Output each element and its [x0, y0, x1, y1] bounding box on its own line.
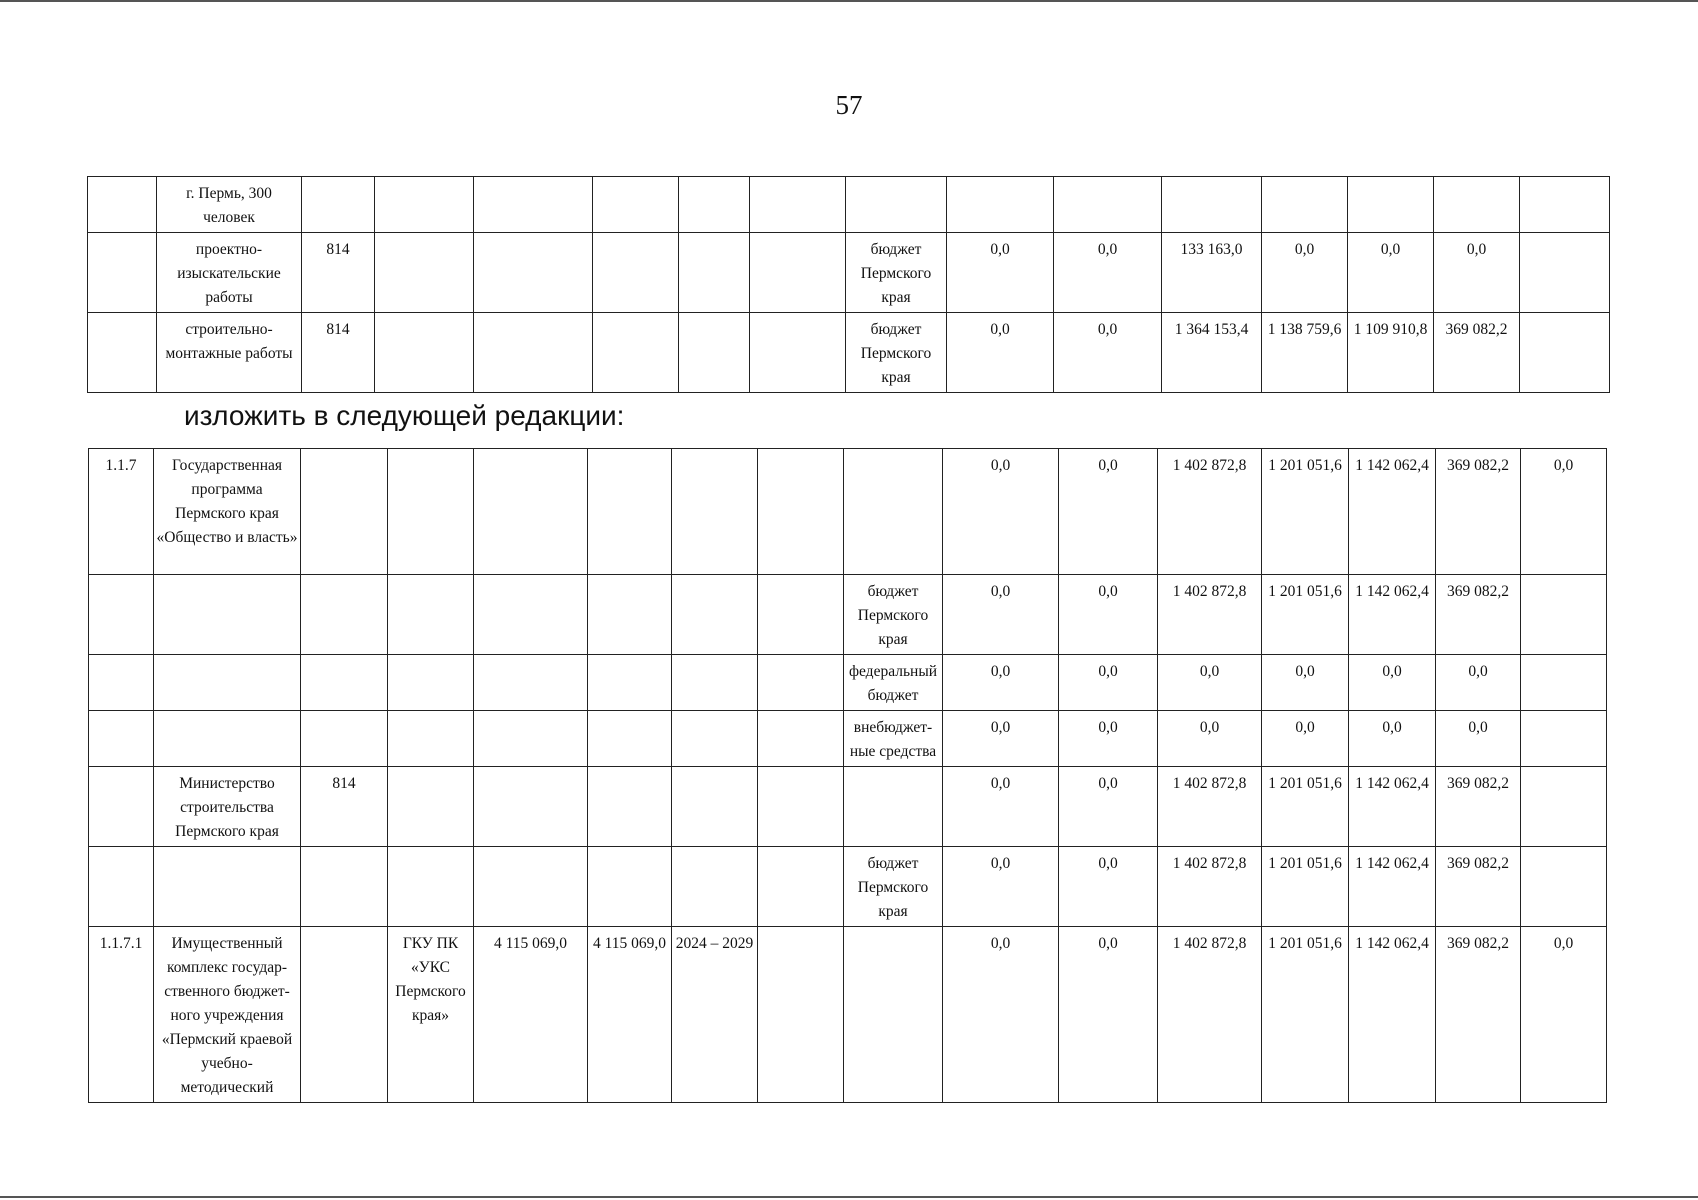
top-table-cell	[679, 177, 750, 233]
top-table-cell: строительно-монтажные работы	[157, 313, 302, 393]
bottom-table-row	[89, 449, 1607, 575]
bottom-table-row	[89, 927, 1607, 1103]
bottom-table-row	[89, 847, 1607, 927]
bottom-table-cell	[1521, 847, 1607, 927]
top-table-row	[88, 233, 1610, 313]
top-table-cell: бюджет Пермского края	[846, 233, 947, 313]
bottom-table-cell	[388, 655, 474, 711]
bottom-table-cell	[588, 449, 672, 575]
bottom-table-cell: 1.1.7	[89, 449, 154, 575]
bottom-table-cell	[588, 711, 672, 767]
bottom-table-cell	[388, 575, 474, 655]
bottom-table-cell	[154, 575, 301, 655]
bottom-table-cell: 1 402 872,8	[1158, 449, 1262, 575]
bottom-table-cell: 0,0	[943, 927, 1059, 1103]
bottom-table-row	[89, 655, 1607, 711]
bottom-table-cell: 1 142 062,4	[1349, 449, 1436, 575]
top-table-cell: 0,0	[1262, 233, 1348, 313]
top-table-cell: 0,0	[1054, 313, 1162, 393]
bottom-table-cell: 4 115 069,0	[588, 927, 672, 1103]
bottom-table-cell: 1 201 051,6	[1262, 847, 1349, 927]
page-number: 57	[835, 90, 863, 120]
bottom-table-cell: 0,0	[1521, 449, 1607, 575]
top-table-cell: 0,0	[1434, 233, 1520, 313]
bottom-table-cell	[89, 575, 154, 655]
top-table-cell	[750, 313, 846, 393]
bottom-table-cell	[844, 927, 943, 1103]
scan-edge-top	[0, 0, 1698, 2]
bottom-table-cell	[1521, 767, 1607, 847]
bottom-table-cell	[758, 847, 844, 927]
bottom-table-cell	[844, 449, 943, 575]
top-table-cell	[679, 233, 750, 313]
bottom-table-cell: 0,0	[1059, 847, 1158, 927]
bottom-table-cell: 369 082,2	[1436, 575, 1521, 655]
top-table-cell	[88, 177, 157, 233]
bottom-table-cell: 0,0	[1158, 655, 1262, 711]
bottom-table-cell: 1 142 062,4	[1349, 847, 1436, 927]
bottom-table-cell: 0,0	[1158, 711, 1262, 767]
bottom-table-cell	[154, 655, 301, 711]
top-table-cell	[474, 313, 593, 393]
bottom-table-cell	[672, 655, 758, 711]
bottom-table-cell: 1 201 051,6	[1262, 927, 1349, 1103]
bottom-table-cell	[154, 711, 301, 767]
bottom-table-cell	[89, 711, 154, 767]
bottom-table-cell: 0,0	[1059, 655, 1158, 711]
bottom-table-cell	[672, 767, 758, 847]
bottom-table-cell	[1521, 575, 1607, 655]
bottom-table-cell	[154, 847, 301, 927]
bottom-table-cell: 1 142 062,4	[1349, 575, 1436, 655]
bottom-table-cell: 0,0	[1436, 655, 1521, 711]
top-table-cell	[1162, 177, 1262, 233]
bottom-table-cell: 0,0	[943, 575, 1059, 655]
bottom-table-cell	[588, 767, 672, 847]
bottom-table-cell	[388, 711, 474, 767]
bottom-table-cell	[388, 767, 474, 847]
bottom-table-cell: 1 201 051,6	[1262, 449, 1349, 575]
bottom-table-cell: 369 082,2	[1436, 927, 1521, 1103]
top-table-cell	[947, 177, 1054, 233]
top-table-cell	[88, 313, 157, 393]
top-table-cell: 369 082,2	[1434, 313, 1520, 393]
bottom-table-cell	[844, 767, 943, 847]
bottom-table-cell: 0,0	[943, 711, 1059, 767]
top-table-cell	[1520, 233, 1610, 313]
bottom-table-cell	[588, 575, 672, 655]
bottom-table-cell: 1.1.7.1	[89, 927, 154, 1103]
bottom-table-cell: 0,0	[943, 655, 1059, 711]
top-table-cell	[593, 233, 679, 313]
bottom-table-cell	[474, 847, 588, 927]
bottom-table-cell	[474, 655, 588, 711]
bottom-table-cell: 0,0	[1059, 767, 1158, 847]
bottom-table-cell	[588, 655, 672, 711]
bottom-table-cell	[758, 767, 844, 847]
top-table-cell	[750, 233, 846, 313]
top-table-cell	[593, 177, 679, 233]
section-heading: изложить в следующей редакции:	[184, 400, 625, 431]
bottom-table-cell: 2024 – 2029	[672, 927, 758, 1103]
bottom-table-cell: 369 082,2	[1436, 449, 1521, 575]
bottom-table-cell	[474, 575, 588, 655]
bottom-table-cell	[758, 575, 844, 655]
top-table-cell	[375, 177, 474, 233]
bottom-table-cell	[1521, 655, 1607, 711]
bottom-table-cell: 0,0	[943, 847, 1059, 927]
top-table-cell	[1520, 177, 1610, 233]
top-table-cell	[1434, 177, 1520, 233]
bottom-table-cell: 0,0	[1349, 655, 1436, 711]
bottom-table-cell: 0,0	[1349, 711, 1436, 767]
top-table-cell: 0,0	[1054, 233, 1162, 313]
bottom-table-cell	[388, 847, 474, 927]
bottom-table-cell: 1 201 051,6	[1262, 767, 1349, 847]
top-table-cell: 1 109 910,8	[1348, 313, 1434, 393]
bottom-table-cell: 1 402 872,8	[1158, 927, 1262, 1103]
bottom-table-cell: 0,0	[1059, 449, 1158, 575]
bottom-table-cell	[588, 847, 672, 927]
bottom-table-cell	[301, 655, 388, 711]
top-table-cell	[679, 313, 750, 393]
bottom-table-cell	[672, 449, 758, 575]
bottom-table-cell: 0,0	[1059, 711, 1158, 767]
top-table-cell	[1262, 177, 1348, 233]
bottom-table-cell: 0,0	[1262, 711, 1349, 767]
bottom-table-cell: 0,0	[943, 449, 1059, 575]
bottom-table-cell: бюджет Пермского края	[844, 575, 943, 655]
bottom-table-cell	[474, 449, 588, 575]
bottom-table-cell: Имущественный комплекс государ-ственного бюджет-ного учреждения «Пермский краевой учебно-методический	[154, 927, 301, 1103]
bottom-table-cell	[301, 575, 388, 655]
bottom-table-cell: 1 142 062,4	[1349, 927, 1436, 1103]
bottom-table-cell	[388, 449, 474, 575]
bottom-table-cell: 0,0	[943, 767, 1059, 847]
bottom-table-cell	[89, 847, 154, 927]
bottom-table-cell: 1 142 062,4	[1349, 767, 1436, 847]
bottom-table-cell: внебюджет-ные средства	[844, 711, 943, 767]
top-table-cell	[302, 177, 375, 233]
top-table-cell: 0,0	[947, 233, 1054, 313]
bottom-table-cell: федеральный бюджет	[844, 655, 943, 711]
bottom-table-cell	[672, 847, 758, 927]
top-table-row	[88, 177, 1610, 233]
bottom-table-cell	[301, 927, 388, 1103]
bottom-table-cell: 369 082,2	[1436, 767, 1521, 847]
bottom-table-cell: 1 402 872,8	[1158, 575, 1262, 655]
bottom-table-cell: Государственная программа Пермского края «Общество и власть»	[154, 449, 301, 575]
bottom-table-cell: 0,0	[1262, 655, 1349, 711]
bottom-table-cell: 1 402 872,8	[1158, 847, 1262, 927]
top-table-cell	[750, 177, 846, 233]
top-table-cell	[593, 313, 679, 393]
bottom-table-cell	[301, 847, 388, 927]
bottom-table-cell	[89, 767, 154, 847]
top-table-cell: 1 364 153,4	[1162, 313, 1262, 393]
top-table-cell	[1348, 177, 1434, 233]
bottom-table-cell	[758, 927, 844, 1103]
bottom-table-cell	[758, 449, 844, 575]
top-table-cell: проектно-изыскательские работы	[157, 233, 302, 313]
top-table-cell: 814	[302, 313, 375, 393]
bottom-table-row	[89, 711, 1607, 767]
bottom-table-row	[89, 575, 1607, 655]
top-table-cell	[88, 233, 157, 313]
bottom-table-cell: 0,0	[1059, 575, 1158, 655]
top-table	[87, 176, 1610, 393]
bottom-table-cell: 1 201 051,6	[1262, 575, 1349, 655]
bottom-table-cell	[672, 575, 758, 655]
top-table-cell	[1520, 313, 1610, 393]
bottom-table-cell: 0,0	[1436, 711, 1521, 767]
bottom-table-cell: Министерство строительства Пермского края	[154, 767, 301, 847]
top-table-cell	[474, 177, 593, 233]
bottom-table-cell: ГКУ ПК «УКС Пермского края»	[388, 927, 474, 1103]
top-table-cell: 0,0	[1348, 233, 1434, 313]
bottom-table-cell: 0,0	[1521, 927, 1607, 1103]
bottom-table-cell: 1 402 872,8	[1158, 767, 1262, 847]
bottom-table-cell	[1521, 711, 1607, 767]
bottom-table-cell	[89, 655, 154, 711]
bottom-table-cell	[758, 711, 844, 767]
top-table-cell	[846, 177, 947, 233]
bottom-table-cell: 369 082,2	[1436, 847, 1521, 927]
bottom-table-cell: 4 115 069,0	[474, 927, 588, 1103]
top-table-cell	[1054, 177, 1162, 233]
bottom-table-cell	[474, 767, 588, 847]
top-table-cell: 133 163,0	[1162, 233, 1262, 313]
bottom-table	[88, 448, 1607, 1103]
bottom-table-cell	[474, 711, 588, 767]
top-table-row	[88, 313, 1610, 393]
top-table-cell	[375, 313, 474, 393]
top-table-cell: г. Пермь, 300 человек	[157, 177, 302, 233]
bottom-table-cell: 0,0	[1059, 927, 1158, 1103]
top-table-cell: 0,0	[947, 313, 1054, 393]
scan-edge-bottom	[0, 1196, 1698, 1198]
bottom-table-cell	[301, 711, 388, 767]
bottom-table-cell: бюджет Пермского края	[844, 847, 943, 927]
bottom-table-cell	[758, 655, 844, 711]
bottom-table-row	[89, 767, 1607, 847]
bottom-table-cell	[301, 449, 388, 575]
top-table-cell	[474, 233, 593, 313]
bottom-table-cell	[672, 711, 758, 767]
bottom-table-cell: 814	[301, 767, 388, 847]
top-table-cell: 814	[302, 233, 375, 313]
top-table-cell: 1 138 759,6	[1262, 313, 1348, 393]
top-table-cell	[375, 233, 474, 313]
top-table-cell: бюджет Пермского края	[846, 313, 947, 393]
